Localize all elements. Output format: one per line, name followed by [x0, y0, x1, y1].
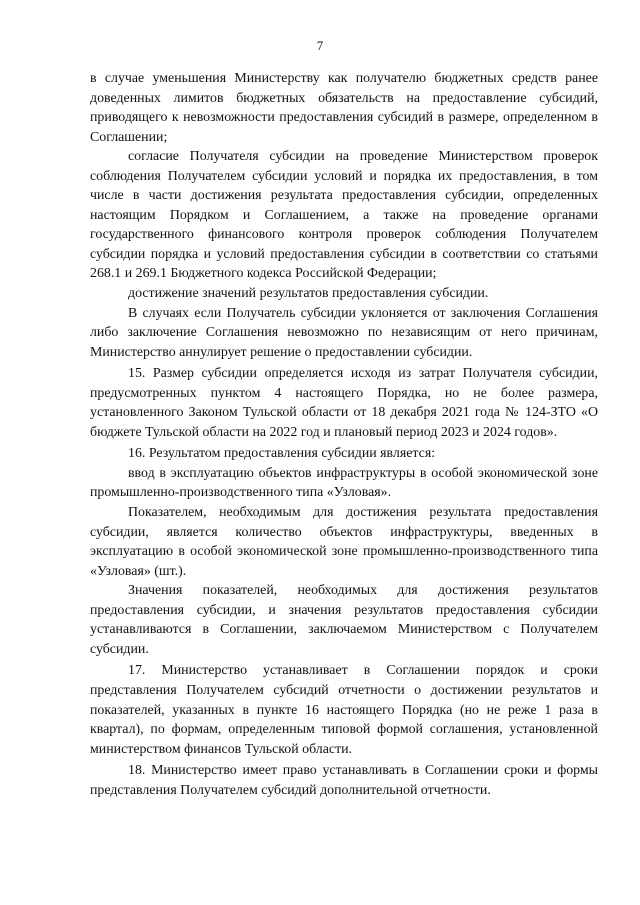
paragraph-17-reporting: 17. Министерство устанавливает в Соглашении порядок и сроки представления Получателем субсидий отчетности о достижении результатов и показателей, указанных в пункте 16 настоящего Порядка (но не реже 1 раза в квартал), по формам, определенным типовой формой соглашения, установленной министерством финансов Тульской области. [90, 663, 598, 757]
paragraph-indicator-values: Значения показателей, необходимых для достижения результатов предоставления субсидии, и значения результатов предоставления субсидии устанавливаются в Соглашении, заключаемом Министерством с Получателем субсидии. [90, 583, 598, 657]
paragraph-reduction-of-limits: в случае уменьшения Министерству как получателю бюджетных средств ранее доведенных лимитов бюджетных обязательств на предоставление субсидий, приводящего к невозможности предоставления субсидий в размере, определенном в Соглашении; [90, 71, 598, 145]
document-body [90, 69, 598, 800]
paragraph-18-additional-reporting: 18. Министерство имеет право устанавливать в Соглашении сроки и формы представления Получателем субсидий дополнительной отчетности. [90, 763, 598, 798]
paragraph-infrastructure-commissioning: ввод в эксплуатацию объектов инфраструктуры в особой экономической зоне промышленно-производственного типа «Узловая». [90, 465, 598, 501]
paragraph-evasion-of-agreement: В случаях если Получатель субсидии уклоняется от заключения Соглашения либо заключение Соглашения невозможно по независящим от него причинам, Министерство аннулирует решение о предоставлении субсидии. [90, 305, 598, 360]
page-number: 7 [316, 38, 324, 53]
paragraph-achievement-of-results: достижение значений результатов предоставления субсидии. [128, 286, 489, 302]
paragraph-15-subsidy-amount: 15. Размер субсидии определяется исходя из затрат Получателя субсидии, предусмотренных пунктом 4 настоящего Порядка, но не более размера, установленного Законом Тульской области от 18 декабря 2021 года № 124-ЗТО «О бюджете Тульской области на 2022 год и плановый период 2023 и 2024 годов». [90, 366, 598, 440]
paragraph-consent-to-inspections: согласие Получателя субсидии на проведение Министерством проверок соблюдения Получателем субсидии условий и порядка их предоставления, в том числе в части достижения результата предоставления субсидии, определенных настоящим Порядком и Соглашением, а также на проведение органами государственного финансового контроля проверок соблюдения Получателем субсидии порядка и условий предоставления субсидии в соответствии со статьями 268.1 и 269.1 Бюджетного кодекса Российской Федерации; [90, 149, 598, 282]
paragraph-indicator: Показателем, необходимым для достижения результата предоставления субсидии, является количество объектов инфраструктуры, введенных в эксплуатацию в особой экономической зоне промышленно-производственного типа «Узловая» (шт.). [90, 505, 598, 579]
paragraph-16-result-heading: 16. Результатом предоставления субсидии является: [128, 446, 436, 462]
